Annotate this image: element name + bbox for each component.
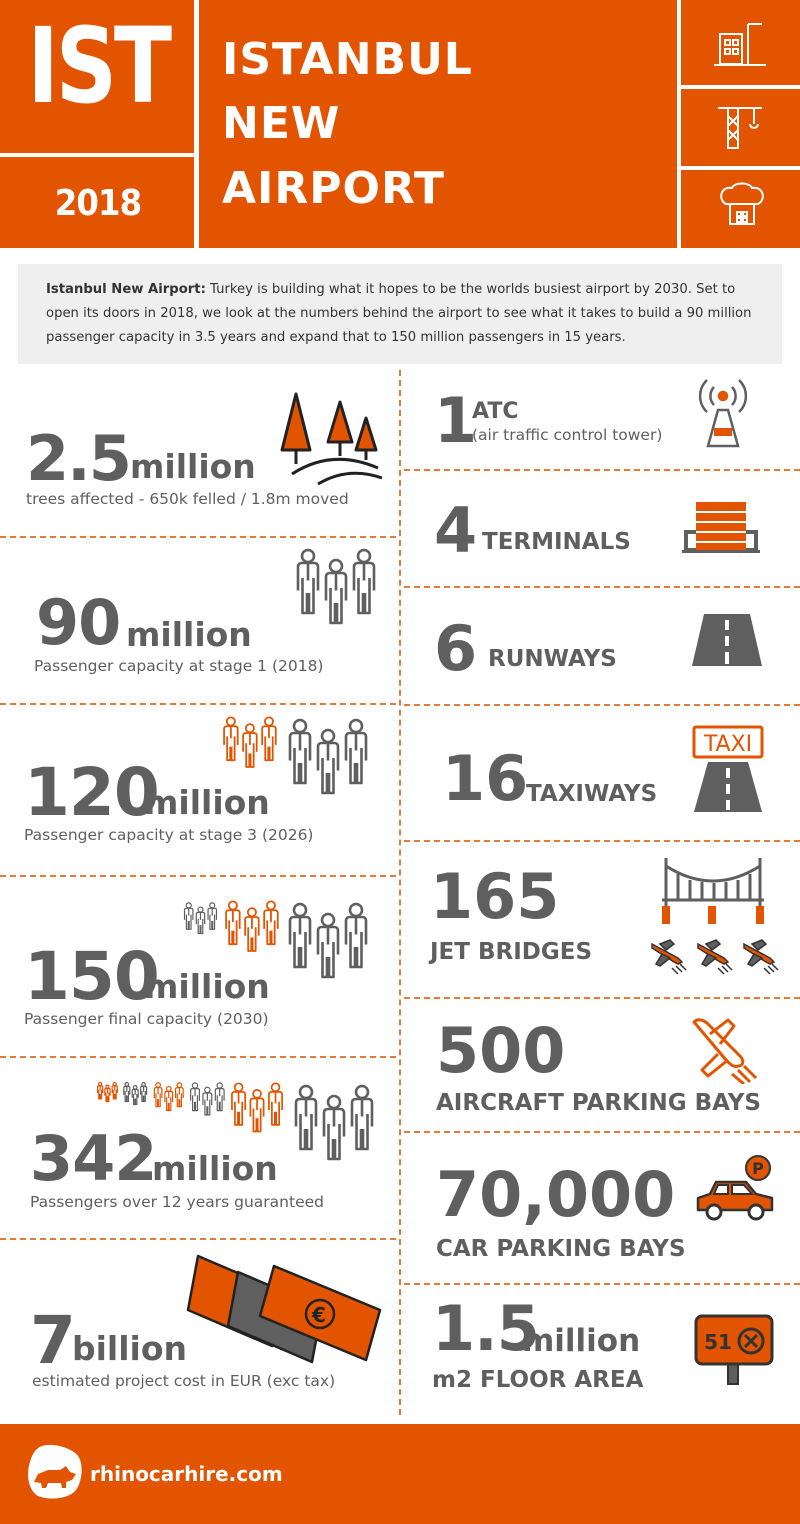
people-icon — [284, 718, 374, 818]
row-divider — [404, 1283, 800, 1285]
stat-stage1-value: 90 — [36, 586, 121, 659]
people-icon — [222, 900, 283, 968]
sign-icon — [694, 1314, 774, 1386]
stat-terminals-value: 4 — [434, 494, 478, 567]
people-icon — [290, 1084, 380, 1184]
stat-final-unit: million — [144, 967, 270, 1006]
stat-taxiways-value: 16 — [442, 742, 529, 815]
road-icon — [690, 612, 764, 668]
small-plane-icon — [648, 936, 688, 976]
stat-trees-caption: trees affected - 650k felled / 1.8m moved — [26, 490, 349, 508]
building-icon — [682, 500, 760, 554]
tree-house-icon — [716, 180, 768, 230]
row-divider — [404, 586, 800, 588]
svg-text:€: € — [312, 1303, 326, 1327]
people-icon — [122, 1082, 149, 1112]
people-icon — [292, 548, 382, 648]
header-divider — [679, 166, 800, 170]
header-divider — [194, 0, 199, 248]
row-divider — [404, 840, 800, 842]
people-icon — [188, 1082, 228, 1126]
stat-terminals-label: TERMINALS — [482, 529, 631, 555]
intro-body: Turkey is building what it hopes to be the worlds busiest airport by 2030. Set to open its doors in 2018, we look at the numbers behind the airport to see what it takes to build a 90 million passenger capacity in 3.5 years and expand that to 150 million passengers in 15 years. — [46, 282, 752, 345]
title-line-2: NEW — [222, 98, 341, 149]
title-line-3: AIRPORT — [222, 163, 445, 214]
stat-stage1-caption: Passenger capacity at stage 1 (2018) — [34, 657, 324, 675]
header-divider — [679, 85, 800, 89]
stat-atc-sub: (air traffic control tower) — [472, 426, 663, 444]
stat-taxiways-label: TAXIWAYS — [526, 781, 658, 807]
stat-jetbridges-value: 165 — [430, 860, 560, 933]
stat-cost-value: 7 — [30, 1302, 76, 1379]
stat-guaranteed-caption: Passengers over 12 years guaranteed — [30, 1193, 324, 1211]
row-divider — [404, 469, 800, 471]
people-icon — [228, 1082, 287, 1148]
row-divider — [0, 875, 396, 877]
row-divider — [0, 536, 396, 538]
rhino-logo-icon — [26, 1444, 84, 1500]
stat-car-value: 70,000 — [436, 1158, 676, 1231]
header-divider — [677, 0, 681, 248]
header-divider — [0, 153, 196, 157]
building-crane-icon — [712, 18, 768, 70]
stat-cost-unit: billion — [72, 1329, 188, 1368]
stat-stage3-caption: Passenger capacity at stage 3 (2026) — [24, 826, 314, 844]
opening-year: 2018 — [54, 183, 142, 224]
row-divider — [404, 997, 800, 999]
column-divider — [399, 370, 401, 1415]
stat-stage3-unit: million — [144, 783, 270, 822]
title-line-1: ISTANBUL — [222, 34, 473, 85]
car-icon — [694, 1154, 778, 1226]
people-icon — [220, 716, 281, 784]
stat-aircraft-value: 500 — [436, 1014, 566, 1087]
stat-aircraft-label: AIRCRAFT PARKING BAYS — [436, 1090, 761, 1116]
tower-icon — [696, 374, 750, 448]
bridge-icon — [660, 856, 766, 926]
row-divider — [404, 1131, 800, 1133]
plane-icon — [688, 1016, 760, 1084]
stat-cost-caption: estimated project cost in EUR (exc tax) — [32, 1372, 336, 1390]
stat-stage1-unit: million — [126, 615, 252, 654]
stat-stage3-value: 120 — [24, 754, 159, 831]
stat-floor-label: m2 FLOOR AREA — [432, 1367, 644, 1393]
small-plane-icon — [740, 936, 780, 976]
trees-icon — [278, 390, 384, 488]
stat-final-value: 150 — [24, 938, 159, 1015]
sign-number: 51 — [704, 1330, 732, 1354]
intro-lead: Istanbul New Airport: — [46, 282, 206, 297]
stat-trees-value: 2.5 — [26, 422, 130, 495]
row-divider — [0, 1056, 396, 1058]
small-plane-icon — [694, 936, 734, 976]
brand-link[interactable]: rhinocarhire.com — [90, 1462, 283, 1486]
people-icon — [284, 902, 374, 1002]
stat-car-label: CAR PARKING BAYS — [436, 1236, 686, 1262]
row-divider — [0, 703, 396, 705]
stat-atc-label: ATC — [472, 399, 519, 424]
taxi-icon — [690, 724, 766, 814]
banknotes-icon — [186, 1252, 384, 1364]
crane-icon — [714, 100, 766, 152]
row-divider — [0, 1238, 396, 1240]
people-icon — [182, 902, 220, 944]
stat-floor-unit: million — [522, 1323, 641, 1359]
row-divider — [404, 704, 800, 706]
stat-final-caption: Passenger final capacity (2030) — [24, 1010, 269, 1028]
stat-atc-value: 1 — [434, 384, 478, 457]
taxi-sign-text: TAXI — [703, 732, 753, 757]
stat-guaranteed-unit: million — [152, 1149, 278, 1188]
stat-jetbridges-label: JET BRIDGES — [430, 939, 593, 965]
parking-sign-text: P — [752, 1159, 764, 1178]
stat-guaranteed-value: 342 — [30, 1122, 157, 1195]
stat-floor-value: 1.5 — [432, 1292, 539, 1365]
stat-trees-unit: million — [130, 447, 256, 486]
stat-runways-label: RUNWAYS — [488, 646, 617, 672]
people-icon — [152, 1082, 186, 1120]
intro-box — [18, 264, 782, 364]
airport-code: IST — [27, 5, 169, 127]
people-icon — [96, 1082, 119, 1108]
stat-runways-value: 6 — [434, 612, 478, 685]
